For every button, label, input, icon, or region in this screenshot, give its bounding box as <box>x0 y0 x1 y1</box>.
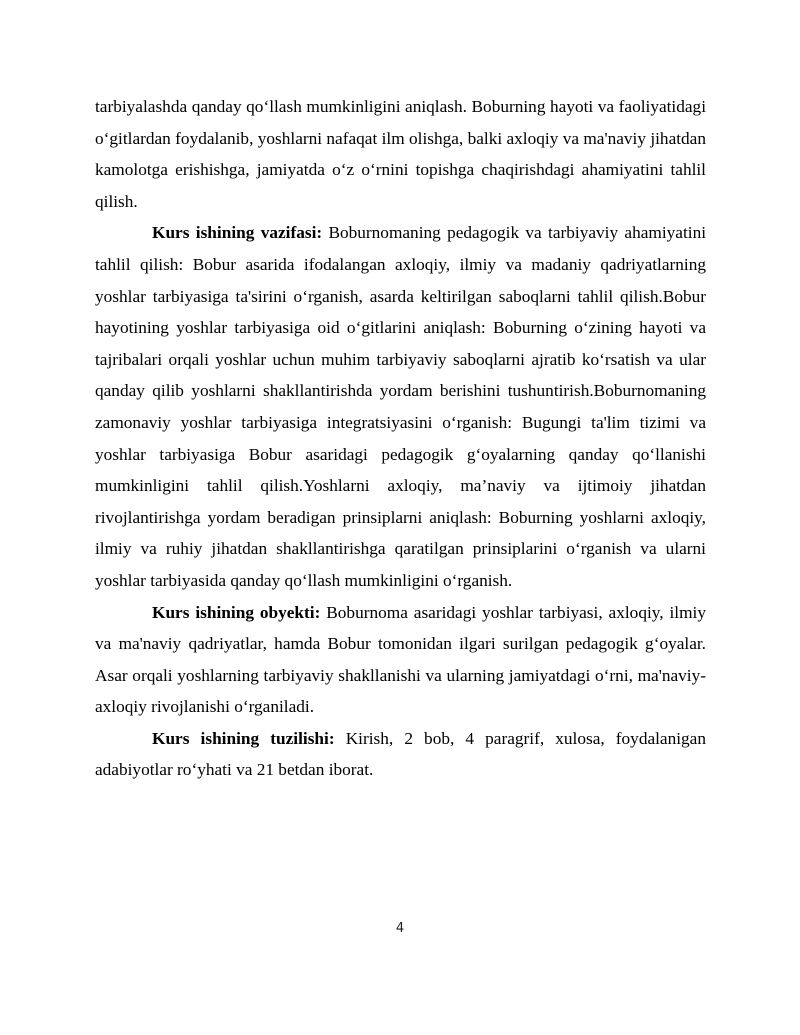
paragraph-lead-tasks: Kurs ishining vazifasi: <box>152 223 323 243</box>
paragraph-intro-continuation <box>95 91 706 217</box>
paragraph-text: Boburnoma asaridagi yoshlar tarbiyasi, axloqiy, ilmiy va ma'naviy qadriyatlar, hamda Bobur tomonidan ilgari surilgan pedagogik g‘oyalar. Asar orqali yoshlarning tarbiyaviy shakllanishi va ularning jamiyatdagi o‘rni, ma'naviy-axloqiy rivojlanishi o‘rganiladi. <box>95 602 706 717</box>
paragraph-text: tarbiyalashda qanday qo‘llash mumkinligini aniqlash. Boburning hayoti va faoliyatidagi o‘gitlardan foydalanib, yoshlarni nafaqat ilm olishga, balki axloqiy va ma'naviy jihatdan kamolotga erishishga, jamiyatda o‘z o‘rnini topishga chaqirishdagi ahamiyatini tahlil qilish. <box>95 97 706 211</box>
paragraph-text: Boburnomaning pedagogik va tarbiyaviy ahamiyatini tahlil qilish: Bobur asarida ifodalangan axloqiy, ilmiy va madaniy qadriyatlarning yoshlar tarbiyasiga ta'sirini o‘rganish, asarda keltirilgan saboqlarni tahlil qilish.Bobur hayotining yoshlar tarbiyasiga oid o‘gitlarini aniqlash: Boburning o‘zining hayoti va tajribalari orqali yoshlar uchun muhim tarbiyaviy saboqlarni ajratib ko‘rsatish va ular qanday qilib yoshlarni shakllantirishda yordam berishini tushuntirish.Boburnomaning zamonaviy yoshlar tarbiyasiga integratsiyasini o‘rganish: Bugungi ta'lim tizimi va yoshlar tarbiyasiga Bobur asaridagi pedagogik g‘oyalarning qanday qo‘llanishi mumkinligini tahlil qilish.Yoshlarni axloqiy, ma’naviy va ijtimoiy jihatdan rivojlantirishga yordam beradigan prinsiplarni aniqlash: Boburning yoshlarni axloqiy, ilmiy va ruhiy jihatdan shakllantirishga qaratilgan prinsiplarini o‘rganish va ularni yoshlar tarbiyasida qanday qo‘llash mumkinligini o‘rganish. <box>95 223 707 590</box>
document-body <box>95 91 706 786</box>
paragraph-text: Kirish, 2 bob, 4 paragrif, xulosa, foydalanigan adabiyotlar ro‘yhati va 21 betdan iborat. <box>95 728 706 780</box>
paragraph-course-structure <box>95 723 706 786</box>
paragraph-lead-object: Kurs ishining obyekti: <box>152 602 321 622</box>
paragraph-course-object <box>95 597 706 723</box>
page-number: 4 <box>395 921 405 936</box>
paragraph-course-tasks <box>95 217 706 596</box>
paragraph-lead-structure: Kurs ishining tuzilishi: <box>152 728 335 748</box>
